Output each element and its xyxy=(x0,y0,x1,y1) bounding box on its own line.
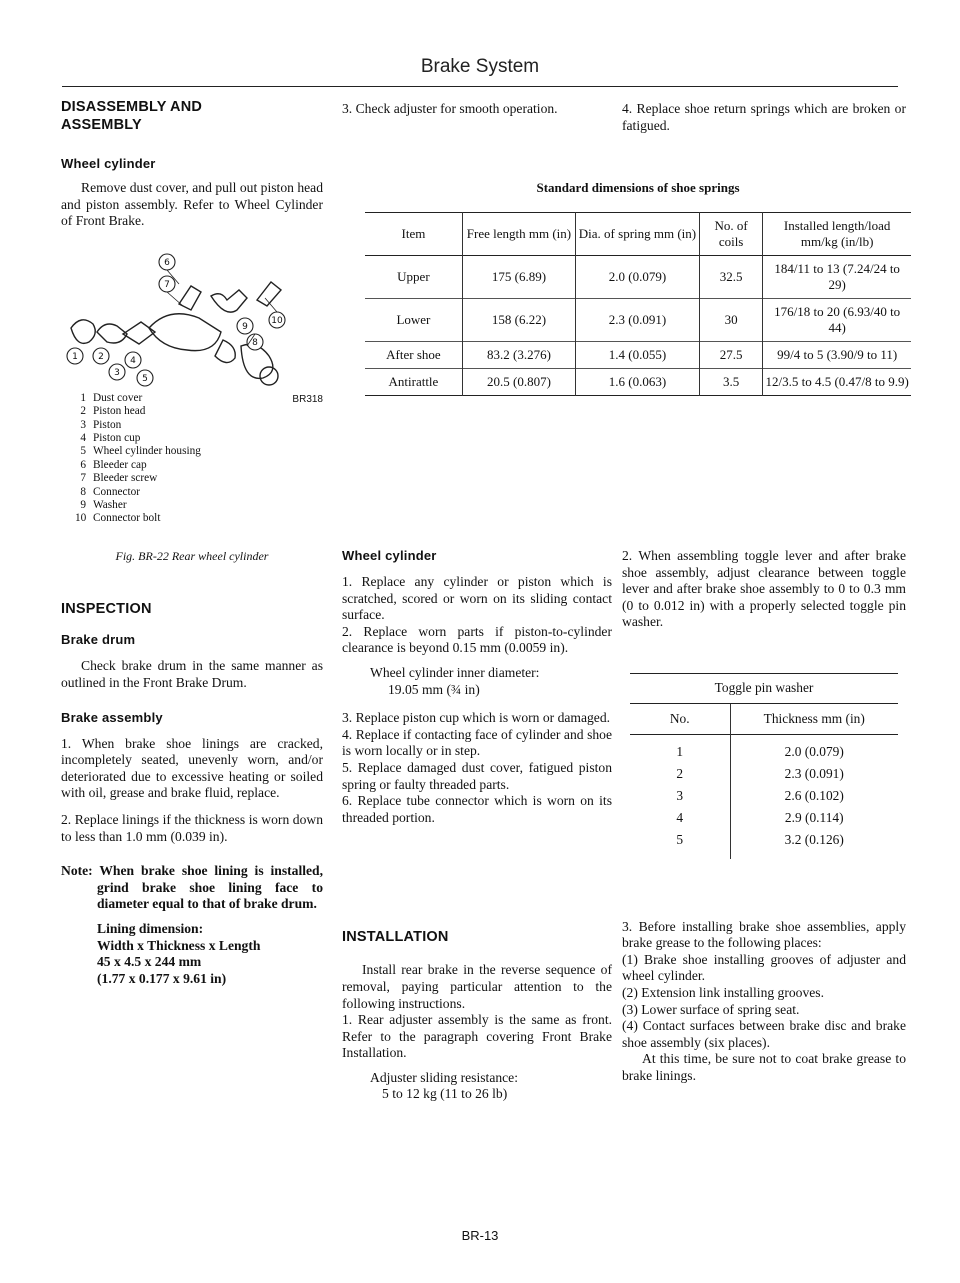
svg-text:5: 5 xyxy=(142,373,148,384)
table-row xyxy=(630,734,898,763)
toggle-item-2: 2. When assembling toggle lever and after brake shoe assembly, adjust clearance between toggle lever and after brake shoe assembly to 0 to 0.3 mm (0 to 0.012 in) with a properly selected toggle pin washer. xyxy=(622,548,906,630)
svg-text:9: 9 xyxy=(242,321,248,332)
table-cell: 3 xyxy=(676,787,684,803)
svg-text:1: 1 xyxy=(72,351,78,362)
header-free-length: Free length mm (in) xyxy=(462,213,575,256)
spring-table-title: Standard dimensions of shoe springs xyxy=(536,180,740,195)
table-row xyxy=(365,256,911,299)
inner-diameter xyxy=(342,665,612,698)
grease-place-4: (4) Contact surfaces between brake disc and brake shoe assembly (six places). xyxy=(622,1018,906,1050)
wc-item-6: 6. Replace tube connector which is worn on its threaded portion. xyxy=(342,793,612,825)
lining-in: (1.77 x 0.177 x 9.61 in) xyxy=(97,970,227,986)
table-cell: 2.6 (0.102) xyxy=(730,785,898,807)
svg-text:8: 8 xyxy=(252,337,258,348)
svg-text:6: 6 xyxy=(164,257,170,268)
grease-place-1: (1) Brake shoe installing grooves of adjuster and wheel cylinder. xyxy=(622,951,906,984)
table-cell: 20.5 (0.807) xyxy=(462,369,575,396)
lining-note: Note: When brake shoe lining is installed, grind brake shoe lining face to diameter equal to that of brake drum. xyxy=(61,863,323,912)
table-cell: 184/11 to 13 (7.24/24 to 29) xyxy=(763,256,911,299)
table-cell: Upper xyxy=(397,269,430,284)
grease-place-2: (2) Extension link installing grooves. xyxy=(622,984,824,1000)
inner-diameter-label: Wheel cylinder inner diameter: xyxy=(370,664,540,680)
table-cell: 4 xyxy=(676,809,684,825)
table-cell: 175 (6.89) xyxy=(462,256,575,299)
grease-place-3: (3) Lower surface of spring seat. xyxy=(622,1001,800,1017)
table-cell: 27.5 xyxy=(699,342,762,369)
table-row xyxy=(630,807,898,829)
header-dia: Dia. of spring mm (in) xyxy=(576,213,700,256)
grease-item-3: 3. Before installing brake shoe assemblies, apply brake grease to the following places: xyxy=(622,918,906,951)
header-no: No. xyxy=(669,710,690,726)
section-title: DISASSEMBLY AND ASSEMBLY xyxy=(61,99,203,133)
table-cell: 32.5 xyxy=(699,256,762,299)
figure-caption: Fig. BR-22 Rear wheel cylinder xyxy=(115,548,269,563)
brake-drum-text: Check brake drum in the same manner as outlined in the Front Brake Drum. xyxy=(61,658,323,691)
resistance-value: 5 to 12 kg (11 to 26 lb) xyxy=(382,1086,508,1102)
brake-assembly-heading: Brake assembly xyxy=(61,709,163,725)
lining-mm: 45 x 4.5 x 244 mm xyxy=(97,954,202,970)
table-cell: 176/18 to 20 (6.93/40 to 44) xyxy=(763,299,911,342)
adjuster-resistance xyxy=(342,1070,612,1103)
table-cell: 30 xyxy=(699,299,762,342)
table-row xyxy=(630,829,898,859)
installation-item-1: 1. Rear adjuster assembly is the same as front. Refer to the paragraph covering Front Brake Installation. xyxy=(342,1012,612,1061)
header-item: Item xyxy=(401,226,426,241)
header-thickness: Thickness mm (in) xyxy=(730,704,898,735)
column-1 xyxy=(61,98,323,987)
table-cell: 12/3.5 to 4.5 (0.47/8 to 9.9) xyxy=(763,369,911,396)
wc-item-3: 3. Replace piston cup which is worn or damaged. xyxy=(342,710,611,726)
column-2 xyxy=(342,548,612,1103)
legend-item: 4 Piston cup xyxy=(80,432,141,444)
legend-item: 6 Bleeder cap xyxy=(80,458,147,471)
adjuster-check: 3. Check adjuster for smooth operation. xyxy=(342,101,558,116)
wc-item-4: 4. Replace if contacting face of cylinder and shoe is worn locally or in step. xyxy=(342,726,612,759)
toggle-table xyxy=(630,704,898,859)
column-3 xyxy=(622,548,906,1085)
svg-text:10: 10 xyxy=(271,315,283,326)
wheel-cylinder-heading: Wheel cylinder xyxy=(61,156,156,171)
svg-text:3: 3 xyxy=(114,367,120,378)
table-cell: 1.4 (0.055) xyxy=(576,342,700,369)
table-cell: 2 xyxy=(676,765,684,781)
wc-item-2: 2. Replace worn parts if piston-to-cylinder clearance is beyond 0.15 mm (0.0059 in). xyxy=(342,623,612,656)
spring-table xyxy=(365,212,911,396)
table-cell: After shoe xyxy=(386,347,441,362)
inspection-heading: INSPECTION xyxy=(61,601,152,618)
lining-dims: Width x Thickness x Length xyxy=(97,937,261,953)
table-cell: Antirattle xyxy=(388,374,439,389)
figure-legend xyxy=(61,392,323,526)
header-coils: No. of coils xyxy=(699,213,762,256)
legend-item: 10 Connector bolt xyxy=(75,512,161,525)
wheel-cylinder-text: Remove dust cover, and pull out piston head and piston assembly. Refer to Wheel Cylinder of Front Brake. xyxy=(61,180,323,229)
spring-check: 4. Replace shoe return springs which are broken or fatigued. xyxy=(622,101,906,133)
table-cell: 3.5 xyxy=(699,369,762,396)
svg-text:7: 7 xyxy=(164,279,170,290)
figure-code: BR318 xyxy=(292,393,323,405)
table-cell: Lower xyxy=(396,312,431,327)
svg-text:2: 2 xyxy=(98,351,104,362)
wc-item-1: 1. Replace any cylinder or piston which is scratched, scored or worn on its sliding contact surface. xyxy=(342,574,612,623)
table-cell: 83.2 (3.276) xyxy=(462,342,575,369)
legend-item: 9 Washer xyxy=(80,499,127,512)
table-cell: 1.6 (0.063) xyxy=(576,369,700,396)
table-cell: 3.2 (0.126) xyxy=(730,829,898,859)
brake-assembly-item-1: 1. When brake shoe linings are cracked, incompletely seated, unevenly worn, and/or deteriorated due to excessive heating or soiled with oil, grease and brake fluid, replace. xyxy=(61,735,323,801)
header-rule xyxy=(62,86,898,87)
legend-item: 5 Wheel cylinder housing xyxy=(80,445,201,458)
legend-item: 7 Bleeder screw xyxy=(80,472,158,485)
table-header-row xyxy=(630,704,898,735)
legend-item: 8 Connector xyxy=(80,485,141,498)
table-cell: 2.0 (0.079) xyxy=(576,256,700,299)
table-row xyxy=(365,369,911,396)
table-cell: 2.3 (0.091) xyxy=(730,763,898,785)
grease-closing: At this time, be sure not to coat brake grease to brake linings. xyxy=(622,1051,906,1083)
table-row xyxy=(630,763,898,785)
inner-diameter-value: 19.05 mm (¾ in) xyxy=(388,681,480,697)
lining-dimension xyxy=(61,921,323,987)
table-header-row xyxy=(365,213,911,256)
page-header: Brake System xyxy=(420,56,540,77)
table-cell: 2.9 (0.114) xyxy=(730,807,898,829)
svg-text:4: 4 xyxy=(130,355,136,366)
installation-text: Install rear brake in the reverse sequence of removal, paying particular attention to the following instructions. xyxy=(342,962,612,1011)
column-2-top xyxy=(342,101,607,118)
table-cell: 158 (6.22) xyxy=(462,299,575,342)
table-cell: 1 xyxy=(676,743,684,759)
toggle-table-block xyxy=(630,673,898,859)
legend-item: 1 Dust cover xyxy=(80,391,143,404)
wheel-cylinder-inspection-heading: Wheel cylinder xyxy=(342,548,437,563)
table-cell: 99/4 to 5 (3.90/9 to 11) xyxy=(763,342,911,369)
installation-heading: INSTALLATION xyxy=(342,929,449,946)
wheel-cylinder-figure xyxy=(61,248,323,388)
wheel-cylinder-diagram xyxy=(61,248,323,388)
legend-item: 2 Piston head xyxy=(80,405,146,418)
header-installed: Installed length/load mm/kg (in/lb) xyxy=(763,213,911,256)
column-3-top xyxy=(622,101,906,134)
page-number: BR-13 xyxy=(461,1228,499,1243)
table-row xyxy=(365,342,911,369)
table-row xyxy=(365,299,911,342)
resistance-label: Adjuster sliding resistance: xyxy=(370,1069,518,1085)
wc-item-5: 5. Replace damaged dust cover, fatigued piston spring or faulty threaded parts. xyxy=(342,759,612,792)
toggle-table-title: Toggle pin washer xyxy=(630,680,898,704)
legend-item: 3 Piston xyxy=(80,418,122,431)
table-row xyxy=(630,785,898,807)
brake-assembly-item-2: 2. Replace linings if the thickness is worn down to less than 1.0 mm (0.039 in). xyxy=(61,812,323,844)
table-cell: 2.3 (0.091) xyxy=(576,299,700,342)
table-cell: 5 xyxy=(676,831,684,847)
table-cell: 2.0 (0.079) xyxy=(730,734,898,763)
lining-label: Lining dimension: xyxy=(97,920,204,936)
brake-drum-heading: Brake drum xyxy=(61,632,136,648)
